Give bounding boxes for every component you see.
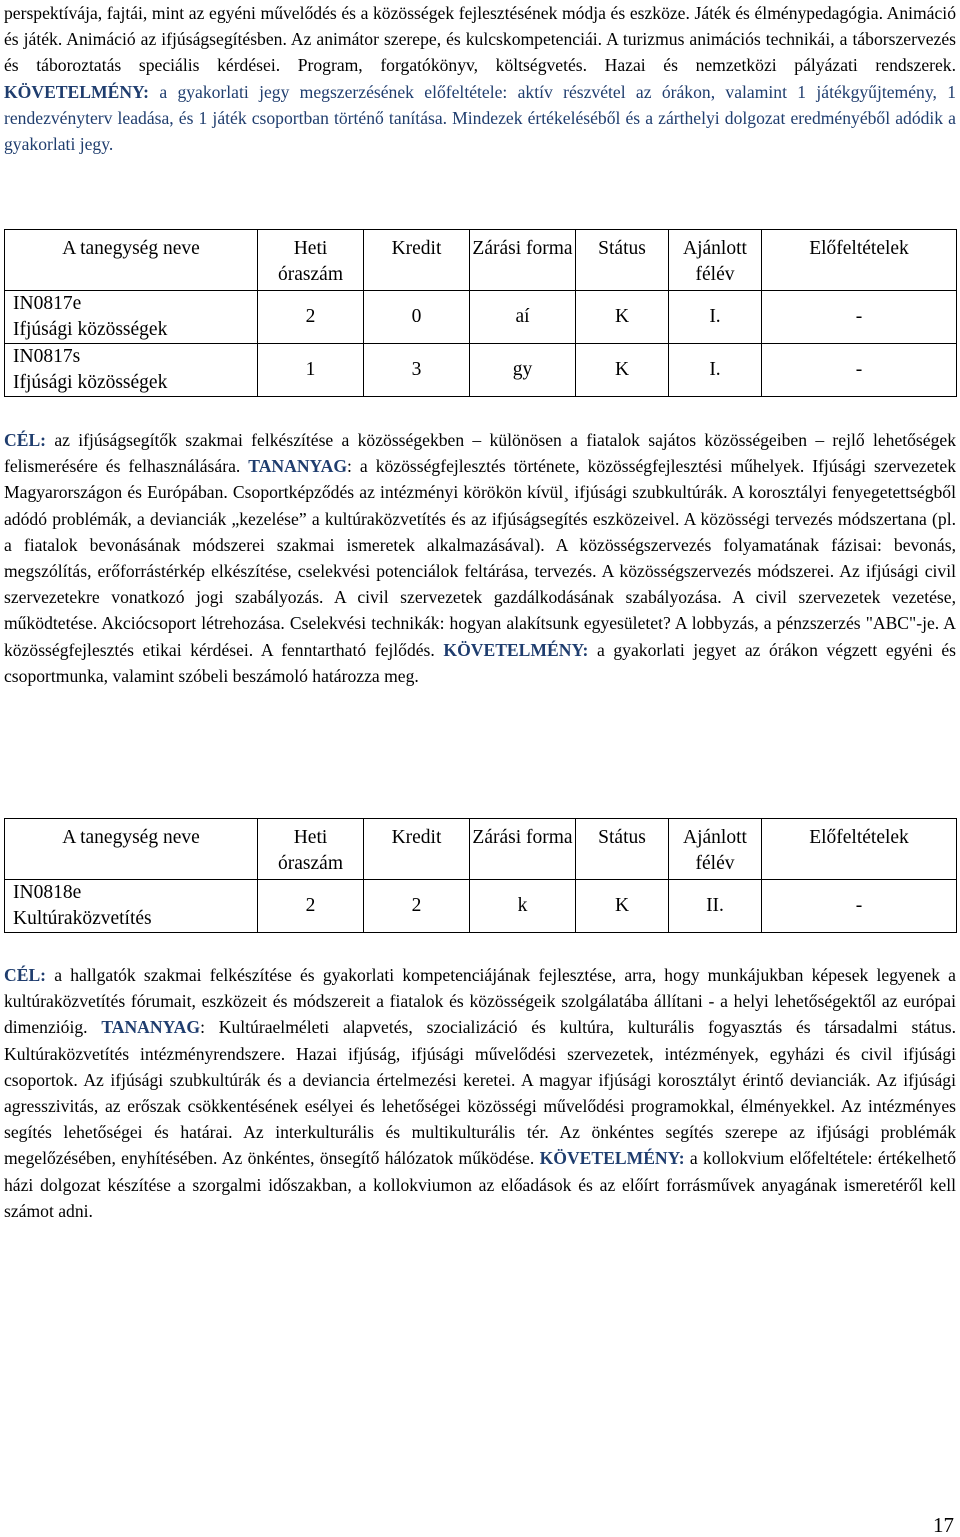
goal-label: CÉL: bbox=[4, 965, 47, 985]
table-row bbox=[5, 344, 957, 397]
page-number: 17 bbox=[933, 1513, 954, 1537]
table-header-row bbox=[5, 230, 957, 291]
header-weekly-hours: Heti óraszám bbox=[258, 230, 364, 291]
course-title: Ifjúsági közösségek bbox=[13, 319, 168, 340]
weekly-hours-cell: 2 bbox=[258, 880, 364, 933]
course-code: IN0817s bbox=[13, 346, 81, 367]
exam-form-cell: aí bbox=[470, 291, 576, 344]
requirement-label: KÖVETELMÉNY: bbox=[443, 639, 589, 660]
table-row bbox=[5, 880, 957, 933]
credit-cell: 0 bbox=[364, 291, 470, 344]
header-exam-form: Zárási forma bbox=[470, 230, 576, 291]
requirement-label: KÖVETELMÉNY: bbox=[539, 1148, 685, 1169]
table-header-row bbox=[5, 819, 957, 880]
header-status: Státus bbox=[576, 819, 669, 880]
goal-text: az ifjúságsegítők szakmai felkészítése a közösségekben – különösen a fiatalok sajátos közösségeiben – rejlő lehetőségek felismerésére és felhasználására. bbox=[4, 430, 956, 477]
header-status: Státus bbox=[576, 230, 669, 291]
credit-cell: 3 bbox=[364, 344, 470, 397]
semester-cell: I. bbox=[669, 344, 762, 397]
header-credit: Kredit bbox=[364, 230, 470, 291]
semester-cell: II. bbox=[669, 880, 762, 933]
status-cell: K bbox=[576, 291, 669, 344]
course-table-2 bbox=[4, 818, 957, 933]
intro-paragraph bbox=[4, 0, 956, 157]
credit-cell: 2 bbox=[364, 880, 470, 933]
prerequisites-cell: - bbox=[762, 291, 957, 344]
curriculum-label: TANANYAG bbox=[248, 456, 348, 477]
semester-cell: I. bbox=[669, 291, 762, 344]
course-title: Ifjúsági közösségek bbox=[13, 372, 168, 393]
goal-label: CÉL: bbox=[4, 430, 47, 450]
weekly-hours-cell: 2 bbox=[258, 291, 364, 344]
prerequisites-cell: - bbox=[762, 880, 957, 933]
header-weekly-hours: Heti óraszám bbox=[258, 819, 364, 880]
prerequisites-cell: - bbox=[762, 344, 957, 397]
weekly-hours-cell: 1 bbox=[258, 344, 364, 397]
table-row bbox=[5, 291, 957, 344]
curriculum-text: : Kultúraelméleti alapvetés, szocializáció és kultúra, kulturális fogyasztás és társadalmi státus. Kultúraközvetítés intézményrendszere. Hazai ifjúság, ifjúsági művelődési szervezetek, intézmények, egyházi és civil ifjúsági csoportok. Az ifjúsági szubkultúrák és a deviancia értelmezési keretei. A magyar ifjúsági korosztályt érintő devianciák. Az ifjúsági agresszivitás, az erőszak csökkentésének esélyei és lehetőségei közösségi művelődési programokkal, élményekkel. Az intézményes segítés lehetőségei és határai. Az interkulturális és multikulturális tér. Az önkéntes segítés szerepe az ifjúsági problémák megelőzésében, enyhítésében. Az önkéntes, önsegítő hálózatok működése. bbox=[4, 1017, 956, 1169]
course-table-1 bbox=[4, 229, 957, 397]
header-recommended-semester: Ajánlott félév bbox=[669, 819, 762, 880]
header-course-name: A tanegység neve bbox=[5, 230, 258, 291]
section-2-paragraph bbox=[4, 962, 956, 1224]
header-prerequisites: Előfeltételek bbox=[762, 819, 957, 880]
intro-text: perspektívája, fajtái, mint az egyéni művelődés és a közösségek fejlesztésének módja és eszköze. Játék és élménypedagógia. Animáció és játék. Animáció az ifjúságsegítésben. Az animátor szerepe, és kulcskompetenciái. A turizmus animációs technikái, a táborszervezés és táboroztatás speciális kérdései. Program, forgatókönyv, költségvetés. Hazai és nemzetközi pályázati rendszerek. bbox=[4, 3, 956, 76]
course-name-cell bbox=[5, 291, 258, 344]
requirement-text: a gyakorlati jegyet az órákon végzett egyéni és csoportmunka, valamint szóbeli beszámoló határozza meg. bbox=[4, 639, 956, 686]
requirement-text: a gyakorlati jegy megszerzésének előfeltétele: aktív részvétel az órákon, valamint 1 játékgyűjtemény, 1 rendezvényterv leadása, és 1 játék csoportban történő tanítása. Mindezek értékeléséből és a zárthelyi dolgozat eredményéből adódik a gyakorlati jegy. bbox=[4, 81, 956, 155]
header-course-name: A tanegység neve bbox=[5, 819, 258, 880]
course-name-cell bbox=[5, 344, 258, 397]
status-cell: K bbox=[576, 344, 669, 397]
course-name-cell bbox=[5, 880, 258, 933]
exam-form-cell: k bbox=[470, 880, 576, 933]
course-code: IN0817e bbox=[13, 293, 82, 314]
section-1-paragraph bbox=[4, 427, 956, 689]
requirement-label: KÖVETELMÉNY: bbox=[4, 81, 150, 102]
curriculum-label: TANANYAG bbox=[101, 1017, 201, 1038]
course-title: Kultúraközvetítés bbox=[13, 908, 152, 929]
header-exam-form: Zárási forma bbox=[470, 819, 576, 880]
course-code: IN0818e bbox=[13, 882, 82, 903]
goal-text: a hallgatók szakmai felkészítése és gyakorlati kompetenciájának fejlesztése, arra, hogy munkájukban képesek legyenek a kultúraközvetítés fórumait, eszközeit és módszereit a fiatalok és közösségeik szolgálatába állítani - a helyi lehetőségektől az európai dimenzióig. bbox=[4, 965, 956, 1038]
header-prerequisites: Előfeltételek bbox=[762, 230, 957, 291]
header-credit: Kredit bbox=[364, 819, 470, 880]
requirement-text: a kollokvium előfeltétele: értékelhető házi dolgozat készítése a szorgalmi időszakban, a kollokviumon az előadások és az előírt forrásművek anyagának ismeretéről kell számot adni. bbox=[4, 1148, 956, 1221]
curriculum-text: : a közösségfejlesztés története, közösségfejlesztési műhelyek. Ifjúsági szervezetek Magyarországon és Európában. Csoportképződés az intézményi körökön kívül¸ ifjúsági szubkultúrák. A korosztályi fenyegetettségből adódó problémák, a devianciák „kezelése” a kultúraközvetítés és az ifjúságsegítés eszközeivel. A közösségi tervezés módszertana (pl. a fiatalok bevonásának módszerei szakmai ismeretek alkalmazásával). A közösségszervezés folyamatának fázisai: bevonás, megszólítás, erőforrástérkép elkészítése, cselekvési potenciálok feltárása, tervezés. A közösségszervezés módszerei. Az ifjúsági civil szervezetekre vonatkozó jogi szabályozás. A civil szervezetek gazdálkodásának szabályozása. A civil szervezetek vezetése, működtetése. Akciócsoport létrehozása. Cselekvési technikák: hogyan alakítsunk egyesületet? A lobbyzás, a pénzszerzés "ABC"-je. A közösségfejlesztés etikai kérdései. A fenntartható fejlődés. bbox=[4, 456, 956, 660]
status-cell: K bbox=[576, 880, 669, 933]
header-recommended-semester: Ajánlott félév bbox=[669, 230, 762, 291]
exam-form-cell: gy bbox=[470, 344, 576, 397]
